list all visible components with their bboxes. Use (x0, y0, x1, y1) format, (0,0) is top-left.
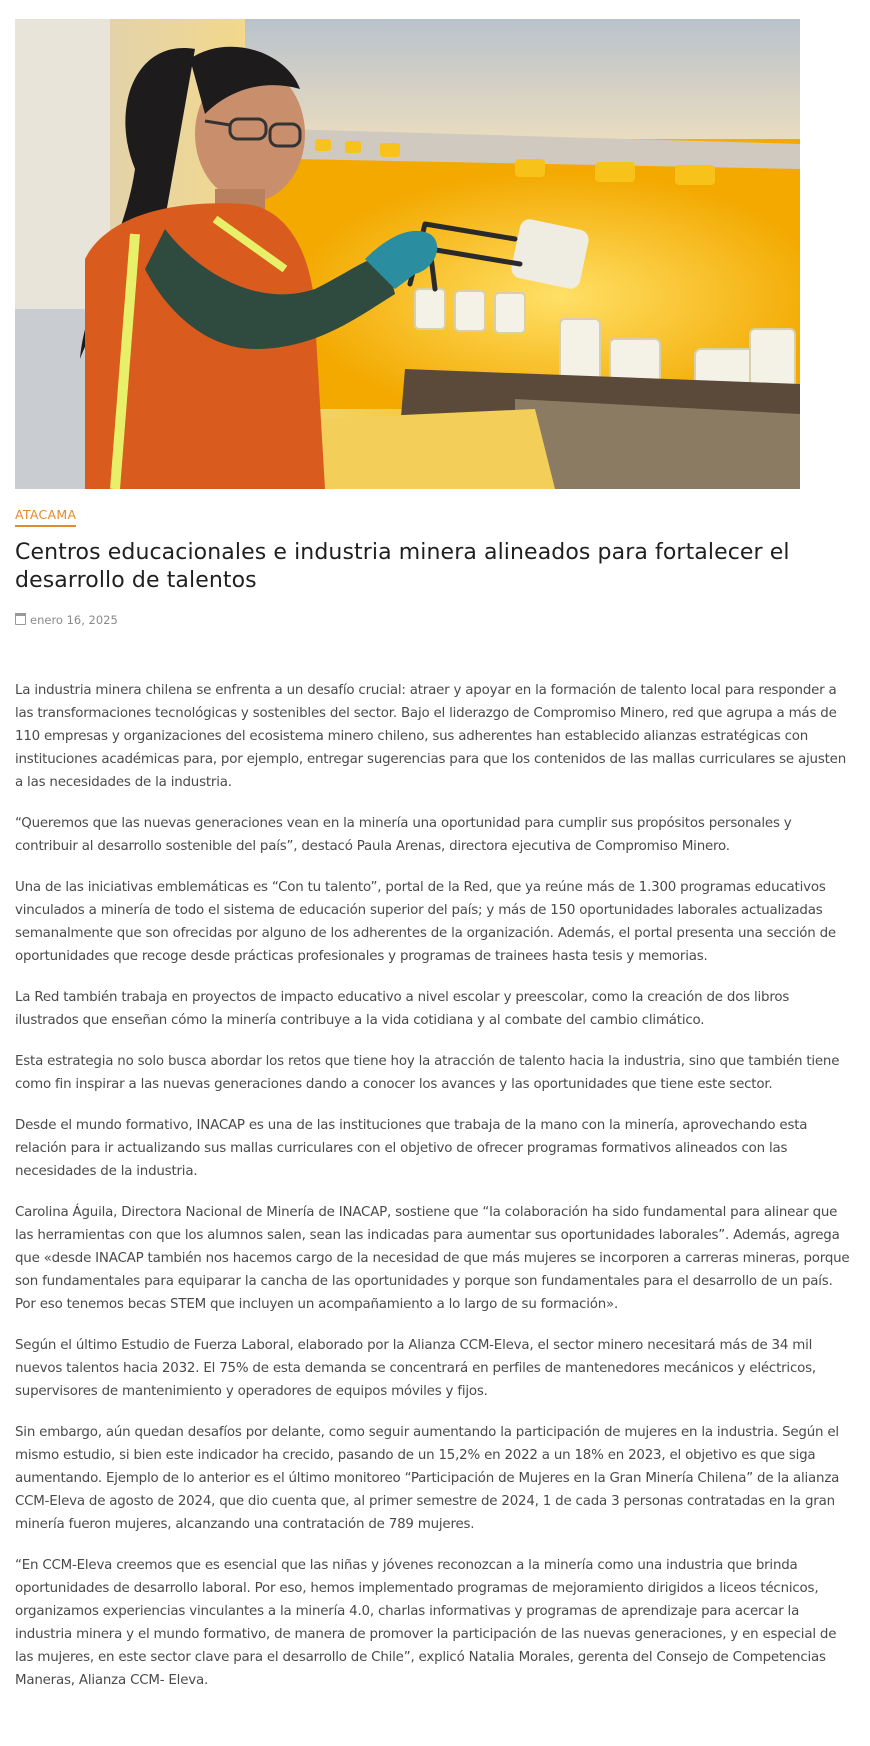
paragraph: “En CCM-Eleva creemos que es esencial que las niñas y jóvenes reconozcan a la minería como una industria que brinda oportunidades de desarrollo laboral. Por eso, hemos implementado programas de mejoramiento dirigidos a liceos técnicos, organizamos experiencias vinculantes a la minería 4.0, charlas informativas y programas de aprendizaje para acercar la industria minera y el mundo formativo, de manera de promover la participación de las nuevas generaciones, y en especial de las mujeres, en este sector clave para el desarrollo de Chile”, explicó Natalia Morales, gerenta del Consejo de Competencias Maneras, Alianza CCM- Eleva. (15, 1558, 837, 1688)
paragraph: Según el último Estudio de Fuerza Laboral, elaborado por la Alianza CCM-Eleva, el sector minero necesitará más de 34 mil nuevos talentos hacia 2032. El 75% de esta demanda se concentrará en perfiles de mantenedores mecánicos y eléctricos, supervisores de mantenimiento y operadores de equipos móviles y fijos. (15, 1338, 816, 1399)
paragraph: La industria minera chilena se enfrenta a un desafío crucial: atraer y apoyar en la formación de talento local para responder a las transformaciones tecnológicas y sostenibles del sector. Bajo el liderazgo de Compromiso Minero, red que agrupa a más de 110 empresas y organizaciones del ecosistema minero chileno, sus adherentes han establecido alianzas estratégicas con instituciones académicas para, por ejemplo, entregar sugerencias para que los contenidos de las mallas curriculares se ajusten a las necesidades de la industria. (15, 683, 846, 790)
article-meta (15, 613, 855, 627)
article (15, 19, 855, 1710)
hero-image (15, 19, 800, 489)
paragraph: “Queremos que las nuevas generaciones vean en la minería una oportunidad para cumplir sus propósitos personales y contribuir al desarrollo sostenible del país”, destacó Paula Arenas, directora ejecutiva de Compromiso Minero. (15, 816, 792, 854)
paragraph: Sin embargo, aún quedan desafíos por delante, como seguir aumentando la participación de mujeres en la industria. Según el mismo estudio, si bien este indicador ha crecido, pasando de un 15,2% en 2022 a un 18% en 2023, el objetivo es que siga aumentando. Ejemplo de lo anterior es el último monitoreo “Participación de Mujeres en la Gran Minería Chilena” de la alianza CCM-Eleva de agosto de 2024, que dio cuenta que, al primer semestre de 2024, 1 de cada 3 personas contratadas en la gran minería fueron mujeres, alcanzando una contratación de 789 mujeres. (15, 1425, 840, 1532)
paragraph: Esta estrategia no solo busca abordar los retos que tiene hoy la atracción de talento hacia la industria, sino que también tiene como fin inspirar a las nuevas generaciones dando a conocer los avances y las oportunidades que tiene este sector. (15, 1054, 840, 1092)
category-link[interactable]: ATACAMA (15, 507, 76, 527)
paragraph: La Red también trabaja en proyectos de impacto educativo a nivel escolar y preescolar, como la creación de dos libros ilustrados que enseñan cómo la minería contribuye a la vida cotidiana y al combate del cambio climático. (15, 990, 790, 1028)
publish-date[interactable]: enero 16, 2025 (30, 613, 118, 627)
paragraph: Una de las iniciativas emblemáticas es “Con tu talento”, portal de la Red, que ya reúne más de 1.300 programas educativos vinculados a minería de todo el sistema de educación superior del país; y más de 150 oportunidades laborales actualizadas semanalmente que son ofrecidas por alguno de los adherentes de la organización. Además, el portal presenta una sección de oportunidades que recoge desde prácticas profesionales y programas de trainees hasta tesis y memorias. (15, 880, 836, 964)
paragraph: Carolina Águila, Directora Nacional de Minería de INACAP, sostiene que “la colaboración ha sido fundamental para alinear que las herramientas con que los alumnos salen, sean las indicadas para aumentar sus oportunidades laborales”. Además, agrega que «desde INACAP también nos hacemos cargo de la necesidad de que más mujeres se incorporen a carreras mineras, porque son fundamentales para equiparar la cancha de las oportunidades y porque son fundamentales para el desarrollo de un país. Por eso tenemos becas STEM que incluyen un acompañamiento a lo largo de su formación». (15, 1205, 850, 1312)
paragraph: Desde el mundo formativo, INACAP es una de las instituciones que trabaja de la mano con la minería, aprovechando esta relación para ir actualizando sus mallas curriculares con el objetivo de ofrecer programas formativos alineados con las necesidades de la industria. (15, 1118, 808, 1179)
article-body (15, 679, 855, 1692)
calendar-icon (15, 614, 26, 625)
article-title: Centros educacionales e industria minera alineados para fortalecer el desarrollo de talentos (15, 540, 790, 593)
